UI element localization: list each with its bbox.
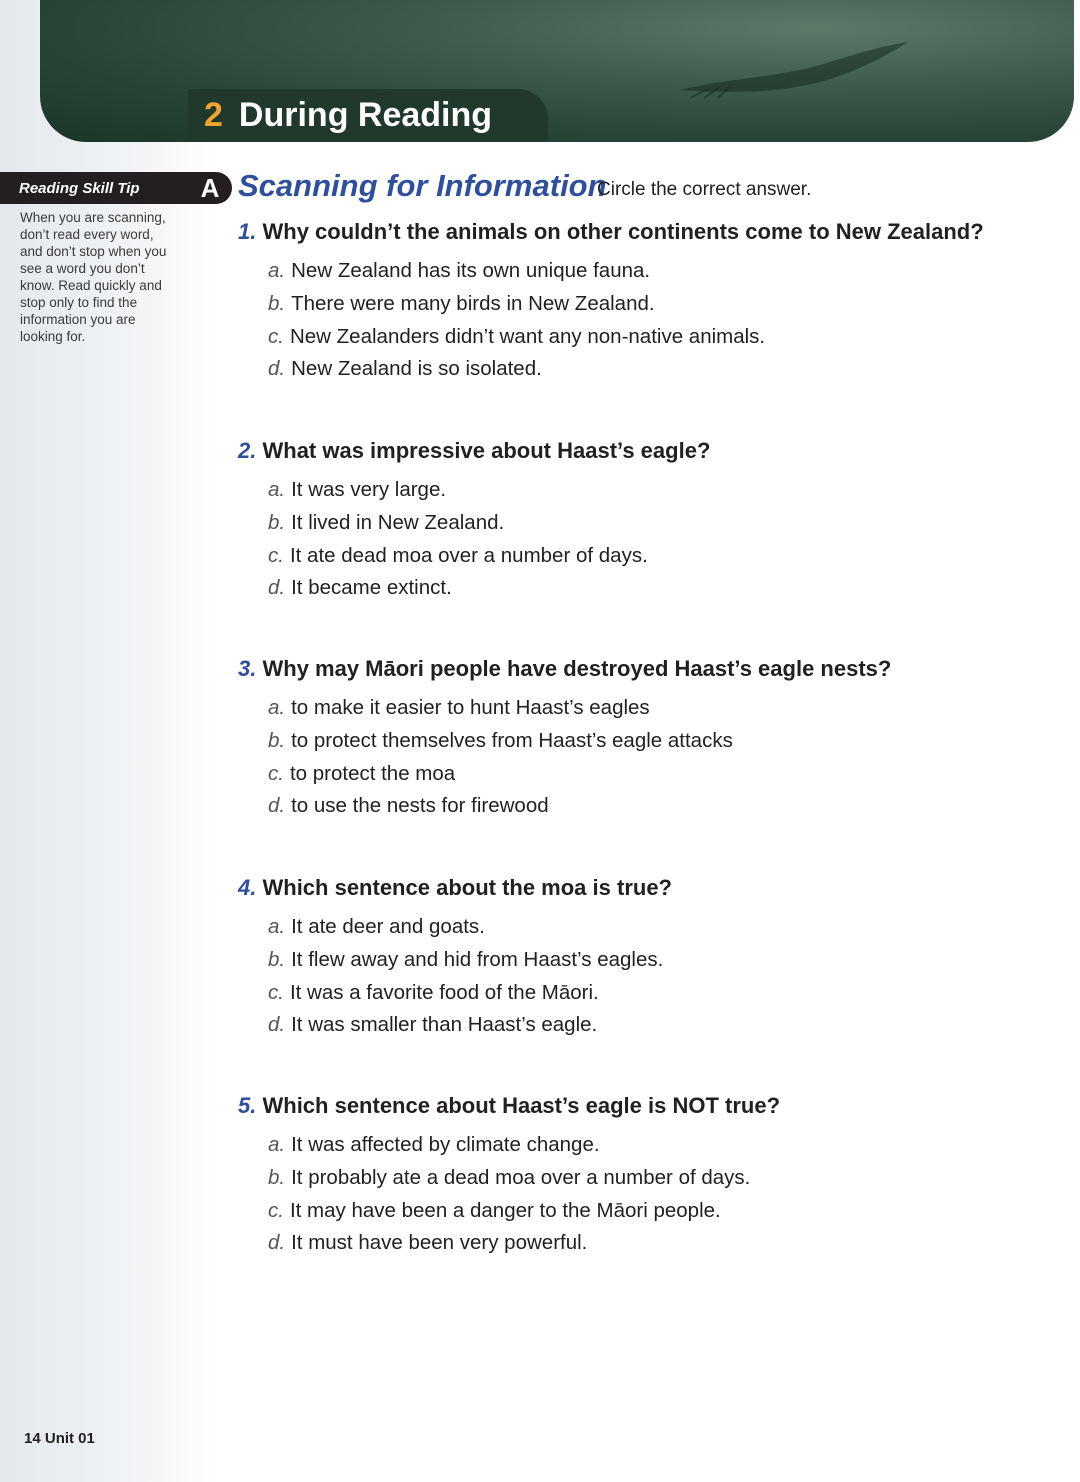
option-d[interactable] (268, 1227, 1038, 1260)
option-b[interactable] (268, 288, 1038, 321)
option-a[interactable] (268, 474, 1038, 507)
section-number: 2 (204, 96, 223, 134)
option-letter: b. (268, 510, 286, 534)
option-letter: d. (268, 1231, 286, 1255)
option-text: It probably ate a dead moa over a number of days. (291, 1165, 751, 1189)
option-letter: b. (268, 728, 286, 752)
option-text: It lived in New Zealand. (291, 510, 505, 534)
option-list (268, 1129, 1038, 1260)
option-text: It was very large. (291, 478, 447, 501)
tip-line: stop only to find the (20, 295, 138, 310)
option-letter: a. (268, 696, 286, 719)
option-text: It flew away and hid from Haast’s eagles. (291, 947, 664, 971)
option-text: It must have been very powerful. (291, 1231, 588, 1255)
unit-label: Unit 01 (44, 1430, 95, 1447)
option-b[interactable] (268, 1162, 1038, 1195)
tip-line: know. Read quickly and (20, 278, 162, 293)
question-number: 3. (238, 656, 257, 681)
tip-line: see a word you don’t (20, 261, 145, 276)
option-d[interactable] (268, 790, 1038, 823)
option-text: There were many birds in New Zealand. (291, 291, 655, 315)
activity-instruction: Circle the correct answer. (597, 179, 812, 200)
question-text (238, 436, 1038, 466)
option-letter: a. (268, 915, 286, 938)
option-a[interactable] (268, 255, 1038, 288)
question-number: 2. (238, 438, 257, 463)
option-letter: c. (268, 980, 284, 1004)
option-letter: d. (268, 794, 286, 818)
tip-body (20, 209, 190, 345)
option-d[interactable] (268, 1009, 1038, 1042)
tip-line: looking for. (20, 329, 86, 344)
option-text: It was affected by climate change. (291, 1133, 600, 1156)
option-a[interactable] (268, 911, 1038, 944)
option-letter: d. (268, 357, 286, 381)
question-text (238, 873, 1038, 903)
option-list (268, 474, 1038, 605)
activity-heading: Scanning for Information (238, 168, 607, 203)
question-3 (238, 654, 1038, 823)
option-text: to use the nests for firewood (291, 794, 549, 818)
option-text: to protect themselves from Haast’s eagle attacks (291, 728, 733, 752)
question-prompt: What was impressive about Haast’s eagle? (262, 438, 711, 463)
tip-line: and don’t stop when you (20, 244, 167, 259)
option-text: It ate deer and goats. (291, 915, 485, 938)
tip-line: When you are scanning, (20, 210, 166, 225)
option-letter: d. (268, 576, 286, 600)
question-text (238, 217, 1038, 247)
option-letter: c. (268, 543, 284, 567)
option-b[interactable] (268, 944, 1038, 977)
question-number: 4. (238, 875, 257, 900)
question-5 (238, 1091, 1038, 1260)
page-number: 14 (24, 1430, 41, 1447)
option-text: It may have been a danger to the Māori people. (289, 1198, 721, 1222)
section-tab (188, 89, 548, 142)
question-number: 1. (238, 219, 257, 244)
option-a[interactable] (268, 1129, 1038, 1162)
activity-letter-badge: A (188, 172, 232, 204)
question-prompt: Why couldn’t the animals on other continents come to New Zealand? (262, 219, 984, 244)
option-letter: b. (268, 1165, 286, 1189)
reading-skill-tip-bar (0, 172, 200, 204)
option-b[interactable] (268, 507, 1038, 540)
option-text: It was smaller than Haast’s eagle. (291, 1013, 598, 1037)
option-letter: b. (268, 947, 286, 971)
option-letter: a. (268, 259, 286, 282)
option-text: New Zealanders didn’t want any non-native animals. (289, 324, 766, 348)
tip-line: information you are (20, 312, 136, 327)
question-4 (238, 873, 1038, 1042)
option-c[interactable] (268, 1195, 1038, 1228)
option-letter: d. (268, 1013, 286, 1037)
question-prompt: Which sentence about the moa is true? (262, 875, 672, 900)
option-list (268, 255, 1038, 386)
option-text: New Zealand is so isolated. (291, 357, 542, 381)
option-c[interactable] (268, 321, 1038, 354)
option-letter: c. (268, 324, 284, 348)
option-list (268, 911, 1038, 1042)
option-d[interactable] (268, 572, 1038, 605)
option-text: It was a favorite food of the Māori. (289, 980, 599, 1004)
question-2 (238, 436, 1038, 605)
option-b[interactable] (268, 725, 1038, 758)
question-text (238, 654, 1038, 684)
option-letter: c. (268, 761, 284, 785)
option-letter: c. (268, 1198, 284, 1222)
option-letter: b. (268, 291, 286, 315)
option-c[interactable] (268, 540, 1038, 573)
option-letter: a. (268, 478, 286, 501)
tip-title: Reading Skill Tip (19, 179, 140, 197)
eagle-silhouette-icon (680, 40, 910, 100)
option-text: It ate dead moa over a number of days. (289, 543, 648, 567)
option-c[interactable] (268, 758, 1038, 791)
option-list (268, 692, 1038, 823)
question-prompt: Which sentence about Haast’s eagle is NOT true? (262, 1093, 781, 1118)
question-text (238, 1091, 1038, 1121)
option-d[interactable] (268, 353, 1038, 386)
option-text: New Zealand has its own unique fauna. (291, 259, 651, 282)
question-1 (238, 217, 1038, 386)
option-text: to protect the moa (289, 761, 456, 785)
question-prompt: Why may Māori people have destroyed Haast’s eagle nests? (262, 656, 892, 681)
option-a[interactable] (268, 692, 1038, 725)
option-text: to make it easier to hunt Haast’s eagles (291, 696, 650, 719)
page-footer (24, 1430, 95, 1447)
tip-line: don’t read every word, (20, 227, 154, 242)
option-letter: a. (268, 1133, 286, 1156)
option-c[interactable] (268, 977, 1038, 1010)
section-title: During Reading (238, 96, 493, 134)
option-text: It became extinct. (291, 576, 452, 600)
question-number: 5. (238, 1093, 257, 1118)
